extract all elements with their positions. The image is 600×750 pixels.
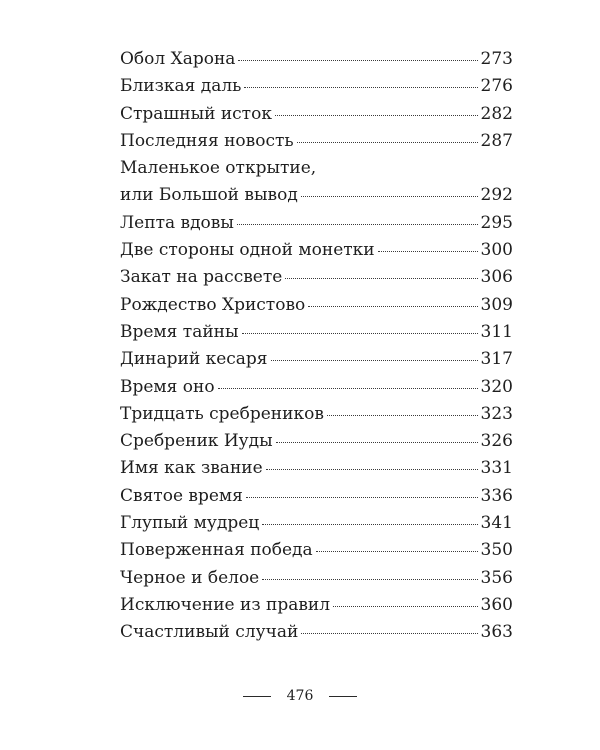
- toc-entry-page: 323: [480, 403, 513, 424]
- toc-entry-page: 326: [480, 431, 513, 452]
- dot-leader: [238, 60, 477, 61]
- dot-leader: [246, 497, 478, 498]
- dot-leader: [262, 524, 477, 525]
- toc-entry-title: Имя как звание: [120, 458, 263, 479]
- dot-leader: [316, 551, 478, 552]
- toc-entry-title: Святое время: [120, 485, 243, 506]
- toc-entry-title: Лепта вдовы: [120, 212, 234, 233]
- toc-entry-page: 287: [480, 130, 513, 151]
- dot-leader: [378, 251, 478, 252]
- toc-entry: [120, 455, 513, 482]
- toc-entry-page: 320: [480, 376, 513, 397]
- toc-entry: [120, 537, 513, 564]
- toc-entry-title: Счастливый случай: [120, 622, 299, 643]
- toc-entry-page: 341: [480, 513, 513, 534]
- page-footer: [0, 688, 600, 704]
- dot-leader: [275, 115, 478, 116]
- dot-leader: [333, 606, 477, 607]
- toc-entry-page: 276: [480, 76, 513, 97]
- dot-leader: [271, 360, 478, 361]
- toc-entry-title: Страшный исток: [120, 103, 272, 124]
- toc-entry-page: 350: [480, 540, 513, 561]
- footer-rule-right: [329, 696, 357, 697]
- toc-entry: [120, 565, 513, 592]
- toc-entry: [120, 237, 513, 264]
- toc-entry: [120, 73, 513, 100]
- toc-entry-title: Поверженная победа: [120, 540, 313, 561]
- toc-entry-title: Закат на рассвете: [120, 267, 283, 288]
- dot-leader: [301, 633, 477, 634]
- toc-entry: [120, 155, 513, 210]
- toc-entry-page: 295: [480, 212, 513, 233]
- toc-entry: [120, 619, 513, 646]
- toc-entry-title: Рождество Христово: [120, 294, 306, 315]
- toc-entry-page: 360: [480, 594, 513, 615]
- toc-entry-title: Близкая даль: [120, 76, 242, 97]
- toc-entry-page: 336: [480, 485, 513, 506]
- toc-entry-title: Сребреник Иуды: [120, 431, 273, 452]
- page-number: 476: [286, 688, 314, 704]
- toc-entry: [120, 319, 513, 346]
- toc-entry-page: 309: [480, 294, 513, 315]
- toc-entry: [120, 483, 513, 510]
- dot-leader: [244, 87, 477, 88]
- toc-entry: [120, 101, 513, 128]
- footer-rule-left: [243, 696, 271, 697]
- toc-entry: [120, 46, 513, 73]
- dot-leader: [262, 579, 477, 580]
- toc-entry-page: 363: [480, 622, 513, 643]
- dot-leader: [266, 469, 478, 470]
- dot-leader: [301, 196, 478, 197]
- toc-entry: [120, 401, 513, 428]
- toc-entry-page: 331: [480, 458, 513, 479]
- toc-entry: [120, 128, 513, 155]
- toc-entry: [120, 592, 513, 619]
- dot-leader: [308, 306, 477, 307]
- toc-entry: [120, 428, 513, 455]
- toc-entry-page: 282: [480, 103, 513, 124]
- toc-entry-page: 317: [480, 349, 513, 370]
- toc-entry-page: 273: [480, 49, 513, 69]
- dot-leader: [297, 142, 478, 143]
- toc-entry-page: 356: [480, 567, 513, 588]
- toc-entry-title: Обол Харона: [120, 49, 236, 69]
- dot-leader: [276, 442, 478, 443]
- toc-entry-title: или Большой вывод: [120, 185, 298, 206]
- toc-entry: [120, 346, 513, 373]
- dot-leader: [237, 224, 478, 225]
- dot-leader: [327, 415, 478, 416]
- toc-entry-page: 300: [480, 240, 513, 261]
- dot-leader: [242, 333, 478, 334]
- table-of-contents: [120, 46, 513, 647]
- toc-entry: [120, 374, 513, 401]
- toc-entry: [120, 292, 513, 319]
- toc-entry-title: Тридцать сребреников: [120, 403, 324, 424]
- toc-entry-title: Исключение из правил: [120, 594, 331, 615]
- toc-entry-title: Последняя новость: [120, 130, 294, 151]
- toc-entry: [120, 510, 513, 537]
- toc-entry-title-line1: Маленькое открытие,: [120, 158, 317, 179]
- toc-entry-page: 306: [480, 267, 513, 288]
- toc-entry-title: Две стороны одной монетки: [120, 240, 375, 261]
- toc-entry-page: 292: [480, 185, 513, 206]
- toc-entry: [120, 210, 513, 237]
- toc-entry-title: Черное и белое: [120, 567, 260, 588]
- toc-entry-title: Глупый мудрец: [120, 513, 260, 534]
- toc-entry-page: 311: [480, 321, 513, 342]
- dot-leader: [285, 278, 477, 279]
- toc-entry-title: Время оно: [120, 376, 215, 397]
- toc-entry: [120, 264, 513, 291]
- toc-entry-title: Время тайны: [120, 321, 239, 342]
- dot-leader: [218, 388, 478, 389]
- toc-entry-title: Динарий кесаря: [120, 349, 268, 370]
